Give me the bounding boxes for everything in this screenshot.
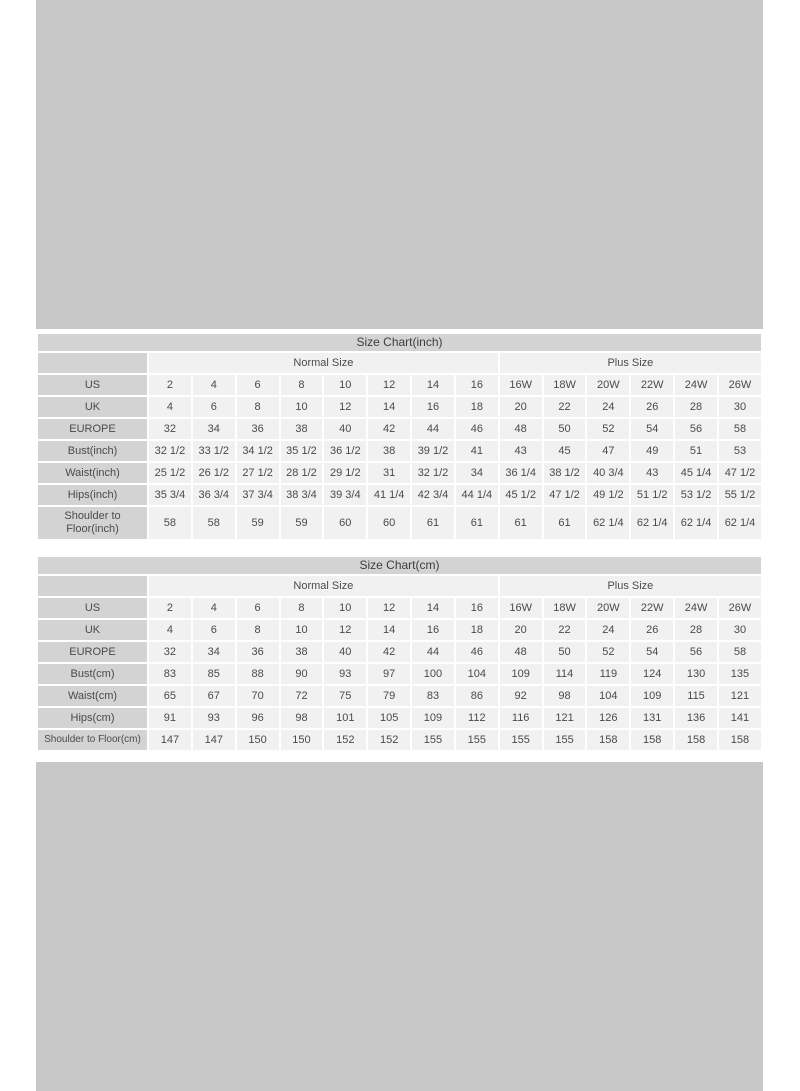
size-value-cell: 12 bbox=[367, 374, 411, 396]
size-value-cell: 6 bbox=[236, 597, 280, 619]
size-value-cell: 27 1/2 bbox=[236, 462, 280, 484]
size-value-cell: 49 1/2 bbox=[586, 484, 630, 506]
size-value-cell: 121 bbox=[718, 685, 762, 707]
size-value-cell: 91 bbox=[148, 707, 192, 729]
size-value-cell: 24 bbox=[586, 619, 630, 641]
row-label: Bust(cm) bbox=[37, 663, 148, 685]
size-value-cell: 121 bbox=[543, 707, 587, 729]
size-value-cell: 12 bbox=[367, 597, 411, 619]
size-value-cell: 141 bbox=[718, 707, 762, 729]
size-value-cell: 37 3/4 bbox=[236, 484, 280, 506]
size-value-cell: 155 bbox=[543, 729, 587, 751]
row-label: Hips(cm) bbox=[37, 707, 148, 729]
corner-cell bbox=[37, 575, 148, 597]
size-value-cell: 20W bbox=[586, 597, 630, 619]
size-value-cell: 16W bbox=[499, 597, 543, 619]
size-value-cell: 158 bbox=[630, 729, 674, 751]
size-value-cell: 88 bbox=[236, 663, 280, 685]
size-value-cell: 155 bbox=[499, 729, 543, 751]
size-value-cell: 50 bbox=[543, 418, 587, 440]
size-value-cell: 61 bbox=[411, 506, 455, 540]
size-value-cell: 6 bbox=[236, 374, 280, 396]
size-value-cell: 58 bbox=[148, 506, 192, 540]
size-value-cell: 32 bbox=[148, 418, 192, 440]
size-value-cell: 14 bbox=[411, 597, 455, 619]
size-value-cell: 18 bbox=[455, 396, 499, 418]
size-value-cell: 22 bbox=[543, 619, 587, 641]
gray-backdrop-bottom bbox=[36, 762, 763, 1091]
size-value-cell: 45 1/2 bbox=[499, 484, 543, 506]
size-value-cell: 12 bbox=[323, 396, 367, 418]
size-value-cell: 32 1/2 bbox=[411, 462, 455, 484]
size-value-cell: 152 bbox=[323, 729, 367, 751]
row-label: Waist(inch) bbox=[37, 462, 148, 484]
size-value-cell: 72 bbox=[280, 685, 324, 707]
table-row bbox=[37, 685, 762, 707]
size-value-cell: 52 bbox=[586, 641, 630, 663]
table-row bbox=[37, 462, 762, 484]
size-value-cell: 22W bbox=[630, 597, 674, 619]
size-value-cell: 2 bbox=[148, 597, 192, 619]
size-value-cell: 98 bbox=[543, 685, 587, 707]
size-value-cell: 26 bbox=[630, 396, 674, 418]
size-value-cell: 22 bbox=[543, 396, 587, 418]
size-value-cell: 58 bbox=[718, 418, 762, 440]
size-value-cell: 30 bbox=[718, 619, 762, 641]
size-value-cell: 152 bbox=[367, 729, 411, 751]
group-header-plus-size: Plus Size bbox=[499, 352, 762, 374]
size-value-cell: 16 bbox=[455, 374, 499, 396]
size-value-cell: 101 bbox=[323, 707, 367, 729]
size-value-cell: 83 bbox=[411, 685, 455, 707]
size-value-cell: 6 bbox=[192, 396, 236, 418]
size-value-cell: 28 1/2 bbox=[280, 462, 324, 484]
size-value-cell: 59 bbox=[236, 506, 280, 540]
size-value-cell: 58 bbox=[718, 641, 762, 663]
group-header-normal-size: Normal Size bbox=[148, 575, 499, 597]
size-value-cell: 147 bbox=[192, 729, 236, 751]
size-value-cell: 97 bbox=[367, 663, 411, 685]
size-value-cell: 22W bbox=[630, 374, 674, 396]
size-value-cell: 12 bbox=[323, 619, 367, 641]
size-value-cell: 52 bbox=[586, 418, 630, 440]
size-value-cell: 55 1/2 bbox=[718, 484, 762, 506]
size-value-cell: 36 bbox=[236, 641, 280, 663]
size-value-cell: 26W bbox=[718, 374, 762, 396]
size-value-cell: 60 bbox=[367, 506, 411, 540]
size-value-cell: 135 bbox=[718, 663, 762, 685]
group-header-normal-size: Normal Size bbox=[148, 352, 499, 374]
size-value-cell: 38 1/2 bbox=[543, 462, 587, 484]
size-value-cell: 42 3/4 bbox=[411, 484, 455, 506]
size-value-cell: 51 bbox=[674, 440, 718, 462]
size-value-cell: 158 bbox=[586, 729, 630, 751]
size-value-cell: 8 bbox=[236, 396, 280, 418]
size-chart-table-inch bbox=[36, 332, 763, 541]
size-value-cell: 131 bbox=[630, 707, 674, 729]
size-value-cell: 70 bbox=[236, 685, 280, 707]
size-value-cell: 49 bbox=[630, 440, 674, 462]
size-value-cell: 4 bbox=[148, 396, 192, 418]
size-value-cell: 18W bbox=[543, 597, 587, 619]
size-value-cell: 130 bbox=[674, 663, 718, 685]
size-value-cell: 29 1/2 bbox=[323, 462, 367, 484]
size-value-cell: 18 bbox=[455, 619, 499, 641]
size-value-cell: 115 bbox=[674, 685, 718, 707]
size-value-cell: 100 bbox=[411, 663, 455, 685]
size-value-cell: 40 bbox=[323, 418, 367, 440]
size-value-cell: 34 bbox=[455, 462, 499, 484]
size-value-cell: 112 bbox=[455, 707, 499, 729]
size-value-cell: 119 bbox=[586, 663, 630, 685]
size-value-cell: 48 bbox=[499, 641, 543, 663]
size-value-cell: 109 bbox=[499, 663, 543, 685]
size-value-cell: 10 bbox=[323, 374, 367, 396]
row-label: EUROPE bbox=[37, 641, 148, 663]
size-value-cell: 44 1/4 bbox=[455, 484, 499, 506]
size-value-cell: 28 bbox=[674, 619, 718, 641]
table-row bbox=[37, 396, 762, 418]
size-value-cell: 48 bbox=[499, 418, 543, 440]
size-value-cell: 4 bbox=[148, 619, 192, 641]
row-label: Hips(inch) bbox=[37, 484, 148, 506]
size-value-cell: 86 bbox=[455, 685, 499, 707]
size-value-cell: 126 bbox=[586, 707, 630, 729]
size-value-cell: 47 bbox=[586, 440, 630, 462]
size-value-cell: 41 bbox=[455, 440, 499, 462]
size-value-cell: 26W bbox=[718, 597, 762, 619]
size-value-cell: 62 1/4 bbox=[674, 506, 718, 540]
size-value-cell: 41 1/4 bbox=[367, 484, 411, 506]
table-row bbox=[37, 374, 762, 396]
size-value-cell: 79 bbox=[367, 685, 411, 707]
size-value-cell: 2 bbox=[148, 374, 192, 396]
size-value-cell: 32 1/2 bbox=[148, 440, 192, 462]
size-value-cell: 75 bbox=[323, 685, 367, 707]
size-value-cell: 39 1/2 bbox=[411, 440, 455, 462]
row-label: US bbox=[37, 374, 148, 396]
size-value-cell: 45 1/4 bbox=[674, 462, 718, 484]
size-value-cell: 116 bbox=[499, 707, 543, 729]
size-value-cell: 25 1/2 bbox=[148, 462, 192, 484]
size-value-cell: 62 1/4 bbox=[586, 506, 630, 540]
size-value-cell: 20 bbox=[499, 396, 543, 418]
size-value-cell: 90 bbox=[280, 663, 324, 685]
size-value-cell: 16 bbox=[411, 396, 455, 418]
size-value-cell: 56 bbox=[674, 418, 718, 440]
size-value-cell: 43 bbox=[630, 462, 674, 484]
size-value-cell: 54 bbox=[630, 418, 674, 440]
corner-cell bbox=[37, 352, 148, 374]
size-value-cell: 124 bbox=[630, 663, 674, 685]
size-value-cell: 150 bbox=[236, 729, 280, 751]
size-value-cell: 34 bbox=[192, 641, 236, 663]
size-value-cell: 8 bbox=[236, 619, 280, 641]
size-value-cell: 58 bbox=[192, 506, 236, 540]
gray-backdrop-top bbox=[36, 0, 763, 329]
size-value-cell: 147 bbox=[148, 729, 192, 751]
size-value-cell: 36 1/2 bbox=[323, 440, 367, 462]
row-label: UK bbox=[37, 619, 148, 641]
size-value-cell: 158 bbox=[718, 729, 762, 751]
size-value-cell: 155 bbox=[411, 729, 455, 751]
size-value-cell: 59 bbox=[280, 506, 324, 540]
size-value-cell: 26 1/2 bbox=[192, 462, 236, 484]
size-value-cell: 4 bbox=[192, 374, 236, 396]
table-row bbox=[37, 440, 762, 462]
table-row bbox=[37, 506, 762, 540]
size-value-cell: 47 1/2 bbox=[543, 484, 587, 506]
size-value-cell: 36 3/4 bbox=[192, 484, 236, 506]
size-value-cell: 33 1/2 bbox=[192, 440, 236, 462]
size-value-cell: 42 bbox=[367, 418, 411, 440]
group-header-plus-size: Plus Size bbox=[499, 575, 762, 597]
size-value-cell: 60 bbox=[323, 506, 367, 540]
size-value-cell: 8 bbox=[280, 374, 324, 396]
size-value-cell: 158 bbox=[674, 729, 718, 751]
size-value-cell: 53 1/2 bbox=[674, 484, 718, 506]
size-value-cell: 62 1/4 bbox=[630, 506, 674, 540]
size-value-cell: 30 bbox=[718, 396, 762, 418]
size-value-cell: 46 bbox=[455, 641, 499, 663]
size-value-cell: 62 1/4 bbox=[718, 506, 762, 540]
size-value-cell: 34 1/2 bbox=[236, 440, 280, 462]
table-row bbox=[37, 707, 762, 729]
row-label: EUROPE bbox=[37, 418, 148, 440]
table-row bbox=[37, 641, 762, 663]
table-row bbox=[37, 484, 762, 506]
size-value-cell: 65 bbox=[148, 685, 192, 707]
row-label: US bbox=[37, 597, 148, 619]
size-value-cell: 10 bbox=[280, 396, 324, 418]
size-value-cell: 8 bbox=[280, 597, 324, 619]
size-value-cell: 20W bbox=[586, 374, 630, 396]
size-value-cell: 4 bbox=[192, 597, 236, 619]
size-value-cell: 31 bbox=[367, 462, 411, 484]
content-column bbox=[36, 0, 763, 1091]
size-value-cell: 24 bbox=[586, 396, 630, 418]
table-row bbox=[37, 663, 762, 685]
size-value-cell: 14 bbox=[367, 396, 411, 418]
size-value-cell: 42 bbox=[367, 641, 411, 663]
size-value-cell: 93 bbox=[192, 707, 236, 729]
size-value-cell: 24W bbox=[674, 374, 718, 396]
size-value-cell: 36 bbox=[236, 418, 280, 440]
size-value-cell: 92 bbox=[499, 685, 543, 707]
size-value-cell: 53 bbox=[718, 440, 762, 462]
size-value-cell: 20 bbox=[499, 619, 543, 641]
size-value-cell: 24W bbox=[674, 597, 718, 619]
size-value-cell: 16 bbox=[455, 597, 499, 619]
size-value-cell: 104 bbox=[586, 685, 630, 707]
size-value-cell: 36 1/4 bbox=[499, 462, 543, 484]
size-value-cell: 44 bbox=[411, 641, 455, 663]
size-value-cell: 109 bbox=[630, 685, 674, 707]
size-value-cell: 40 bbox=[323, 641, 367, 663]
table-title: Size Chart(cm) bbox=[37, 556, 762, 575]
table-row bbox=[37, 597, 762, 619]
size-value-cell: 44 bbox=[411, 418, 455, 440]
size-value-cell: 35 1/2 bbox=[280, 440, 324, 462]
row-label: Waist(cm) bbox=[37, 685, 148, 707]
row-label: UK bbox=[37, 396, 148, 418]
size-value-cell: 83 bbox=[148, 663, 192, 685]
size-value-cell: 61 bbox=[499, 506, 543, 540]
size-value-cell: 16W bbox=[499, 374, 543, 396]
size-value-cell: 26 bbox=[630, 619, 674, 641]
size-value-cell: 18W bbox=[543, 374, 587, 396]
row-label: Shoulder to Floor(cm) bbox=[37, 729, 148, 751]
table-title: Size Chart(inch) bbox=[37, 333, 762, 352]
size-value-cell: 54 bbox=[630, 641, 674, 663]
size-value-cell: 38 bbox=[280, 641, 324, 663]
size-value-cell: 85 bbox=[192, 663, 236, 685]
table-row bbox=[37, 729, 762, 751]
size-value-cell: 109 bbox=[411, 707, 455, 729]
size-value-cell: 38 bbox=[280, 418, 324, 440]
size-value-cell: 39 3/4 bbox=[323, 484, 367, 506]
size-value-cell: 34 bbox=[192, 418, 236, 440]
size-value-cell: 16 bbox=[411, 619, 455, 641]
size-value-cell: 28 bbox=[674, 396, 718, 418]
size-value-cell: 46 bbox=[455, 418, 499, 440]
size-value-cell: 67 bbox=[192, 685, 236, 707]
size-value-cell: 6 bbox=[192, 619, 236, 641]
size-value-cell: 104 bbox=[455, 663, 499, 685]
table-row bbox=[37, 418, 762, 440]
size-value-cell: 38 bbox=[367, 440, 411, 462]
size-value-cell: 136 bbox=[674, 707, 718, 729]
size-value-cell: 56 bbox=[674, 641, 718, 663]
size-value-cell: 51 1/2 bbox=[630, 484, 674, 506]
size-value-cell: 98 bbox=[280, 707, 324, 729]
size-value-cell: 114 bbox=[543, 663, 587, 685]
table-row bbox=[37, 619, 762, 641]
size-value-cell: 35 3/4 bbox=[148, 484, 192, 506]
size-value-cell: 47 1/2 bbox=[718, 462, 762, 484]
row-label: Shoulder to Floor(inch) bbox=[37, 506, 148, 540]
size-value-cell: 45 bbox=[543, 440, 587, 462]
size-value-cell: 61 bbox=[543, 506, 587, 540]
size-value-cell: 150 bbox=[280, 729, 324, 751]
size-value-cell: 155 bbox=[455, 729, 499, 751]
size-value-cell: 105 bbox=[367, 707, 411, 729]
size-value-cell: 50 bbox=[543, 641, 587, 663]
row-label: Bust(inch) bbox=[37, 440, 148, 462]
size-value-cell: 14 bbox=[411, 374, 455, 396]
size-value-cell: 10 bbox=[280, 619, 324, 641]
size-value-cell: 61 bbox=[455, 506, 499, 540]
size-value-cell: 40 3/4 bbox=[586, 462, 630, 484]
size-value-cell: 38 3/4 bbox=[280, 484, 324, 506]
size-value-cell: 10 bbox=[323, 597, 367, 619]
size-value-cell: 14 bbox=[367, 619, 411, 641]
size-value-cell: 96 bbox=[236, 707, 280, 729]
size-value-cell: 43 bbox=[499, 440, 543, 462]
size-value-cell: 32 bbox=[148, 641, 192, 663]
size-chart-table-cm bbox=[36, 555, 763, 752]
size-value-cell: 93 bbox=[323, 663, 367, 685]
